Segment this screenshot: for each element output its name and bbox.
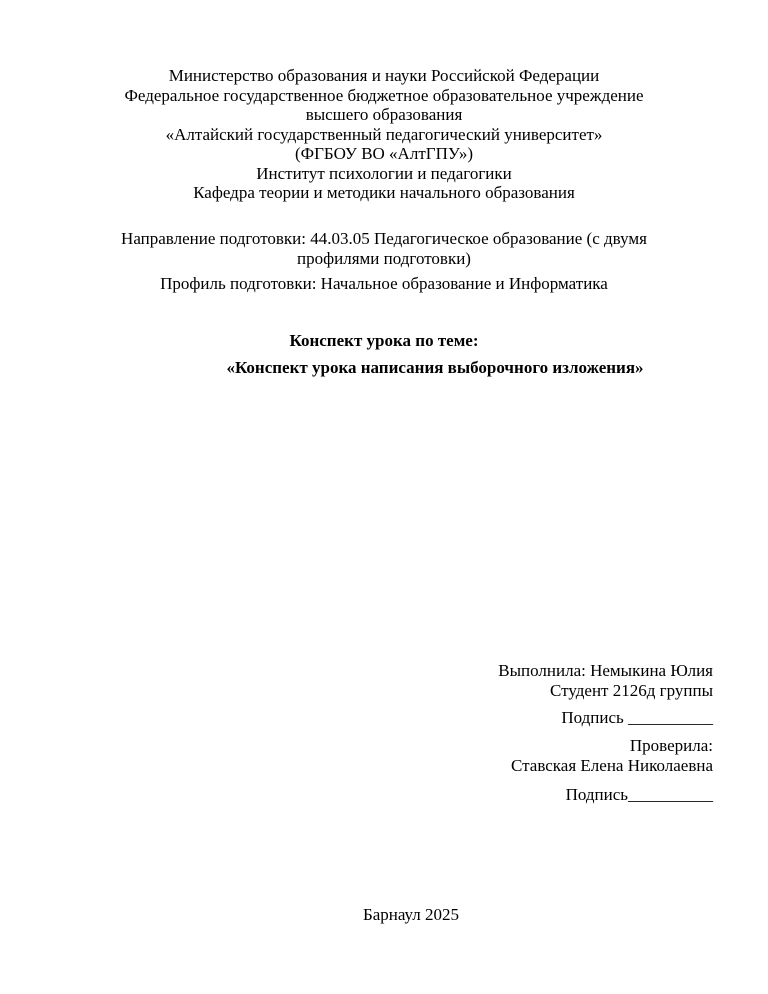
performer-signature: Подпись __________ [561, 708, 713, 727]
city-year: Барнаул 2025 [362, 905, 460, 924]
performer-name: Выполнила: Немыкина Юлия [498, 661, 713, 680]
department-line: Кафедра теории и методики начального образования [193, 183, 575, 202]
institute-line: Институт психологии и педагогики [256, 163, 512, 183]
institution-header [60, 66, 708, 203]
training-profile: Профиль подготовки: Начальное образование и Информатика [160, 274, 608, 293]
education-level-line: высшего образования [305, 105, 463, 124]
university-abbr-line: (ФГБОУ ВО «АлтГПУ») [295, 144, 473, 163]
ministry-line: Министерство образования и науки Российской Федерации [168, 66, 600, 85]
checker-signature: Подпись__________ [565, 785, 713, 804]
university-name-line: «Алтайский государственный педагогический университет» [165, 124, 603, 144]
checker-label: Проверила: [629, 736, 713, 755]
direction-line-1: Направление подготовки: 44.03.05 Педагогическое образование (с двумя [121, 229, 647, 248]
training-direction [60, 229, 708, 269]
topic-title: «Конспект урока написания выборочного изложения» [226, 358, 644, 377]
direction-line-2: профилями подготовки) [297, 249, 471, 268]
topic-label: Конспект урока по теме: [289, 331, 479, 350]
performer-group: Студент 2126д группы [550, 681, 713, 700]
institution-type-line: Федеральное государственное бюджетное образовательное учреждение [124, 85, 644, 105]
performer-block [498, 661, 713, 701]
checker-block [511, 736, 713, 776]
checker-name: Ставская Елена Николаевна [511, 756, 713, 775]
